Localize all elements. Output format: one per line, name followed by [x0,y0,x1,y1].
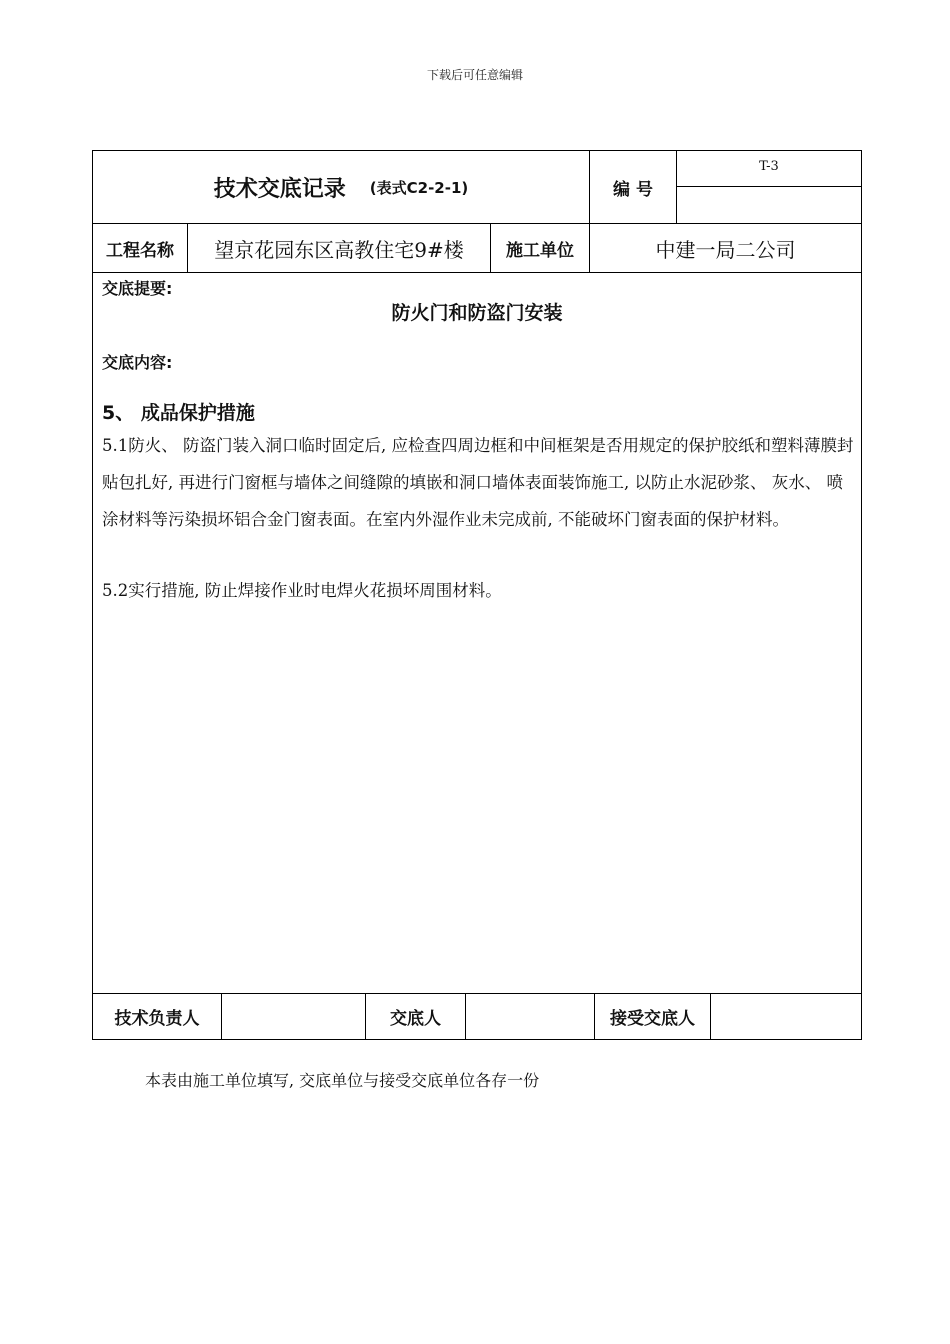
tech-lead-value-cell[interactable] [221,993,366,1040]
construction-unit-label: 施工单位 [506,240,574,261]
discloser-value-cell[interactable] [465,993,595,1040]
page-header-note: 下载后可任意编辑 [426,68,523,82]
construction-unit-value-cell [589,223,862,273]
construction-unit-label-cell [490,223,590,273]
project-name-label-cell [92,223,188,273]
content-label: 交底内容: [102,353,173,372]
number-value: T-3 [759,159,779,174]
summary-title: 防火门和防盗门安装 [391,302,563,324]
project-name-label: 工程名称 [106,240,174,261]
receiver-label-cell [594,993,711,1040]
summary-label: 交底提要: [102,279,173,298]
tech-lead-label: 技术负责人 [114,1009,200,1029]
discloser-label: 交底人 [390,1009,441,1029]
form-title-cell [92,150,590,224]
number-label: 编 号 [613,179,653,200]
footer-note: 本表由施工单位填写, 交底单位与接受交底单位各存一份 [145,1071,540,1090]
discloser-label-cell [365,993,466,1040]
project-name-value: 望京花园东区高教住宅9#楼 [214,237,464,262]
paragraph-2: 5.2实行措施, 防止焊接作业时电焊火花损坏周围材料。 [102,581,502,600]
receiver-label: 接受交底人 [610,1009,695,1029]
receiver-value-cell[interactable] [710,993,862,1040]
paragraph-1: 5.1防火、 防盗门装入洞口临时固定后, 应检查四周边框和中间框架是否用规定的保护胶纸和塑料薄膜封贴包扎好, 再进行门窗框与墙体之间缝隙的填嵌和洞口墙体表面装饰施工, 以防止水泥砂浆、 灰水、 喷涂材料等污染损坏铝合金门窗表面。在室内外湿作业未完成前, 不能破坏门窗表面的保护材料。 [102,436,854,529]
number-blank-cell [676,186,862,224]
construction-unit-value: 中建一局二公司 [655,237,796,262]
number-label-cell [589,150,677,224]
section-heading: 5、 成品保护措施 [102,402,255,424]
form-title: 技术交底记录 [213,176,346,202]
number-value-cell [676,150,862,187]
tech-lead-label-cell [92,993,222,1040]
form-code: (表式C2-2-1) [369,178,469,197]
project-name-value-cell [187,223,491,273]
content-area [92,272,862,994]
